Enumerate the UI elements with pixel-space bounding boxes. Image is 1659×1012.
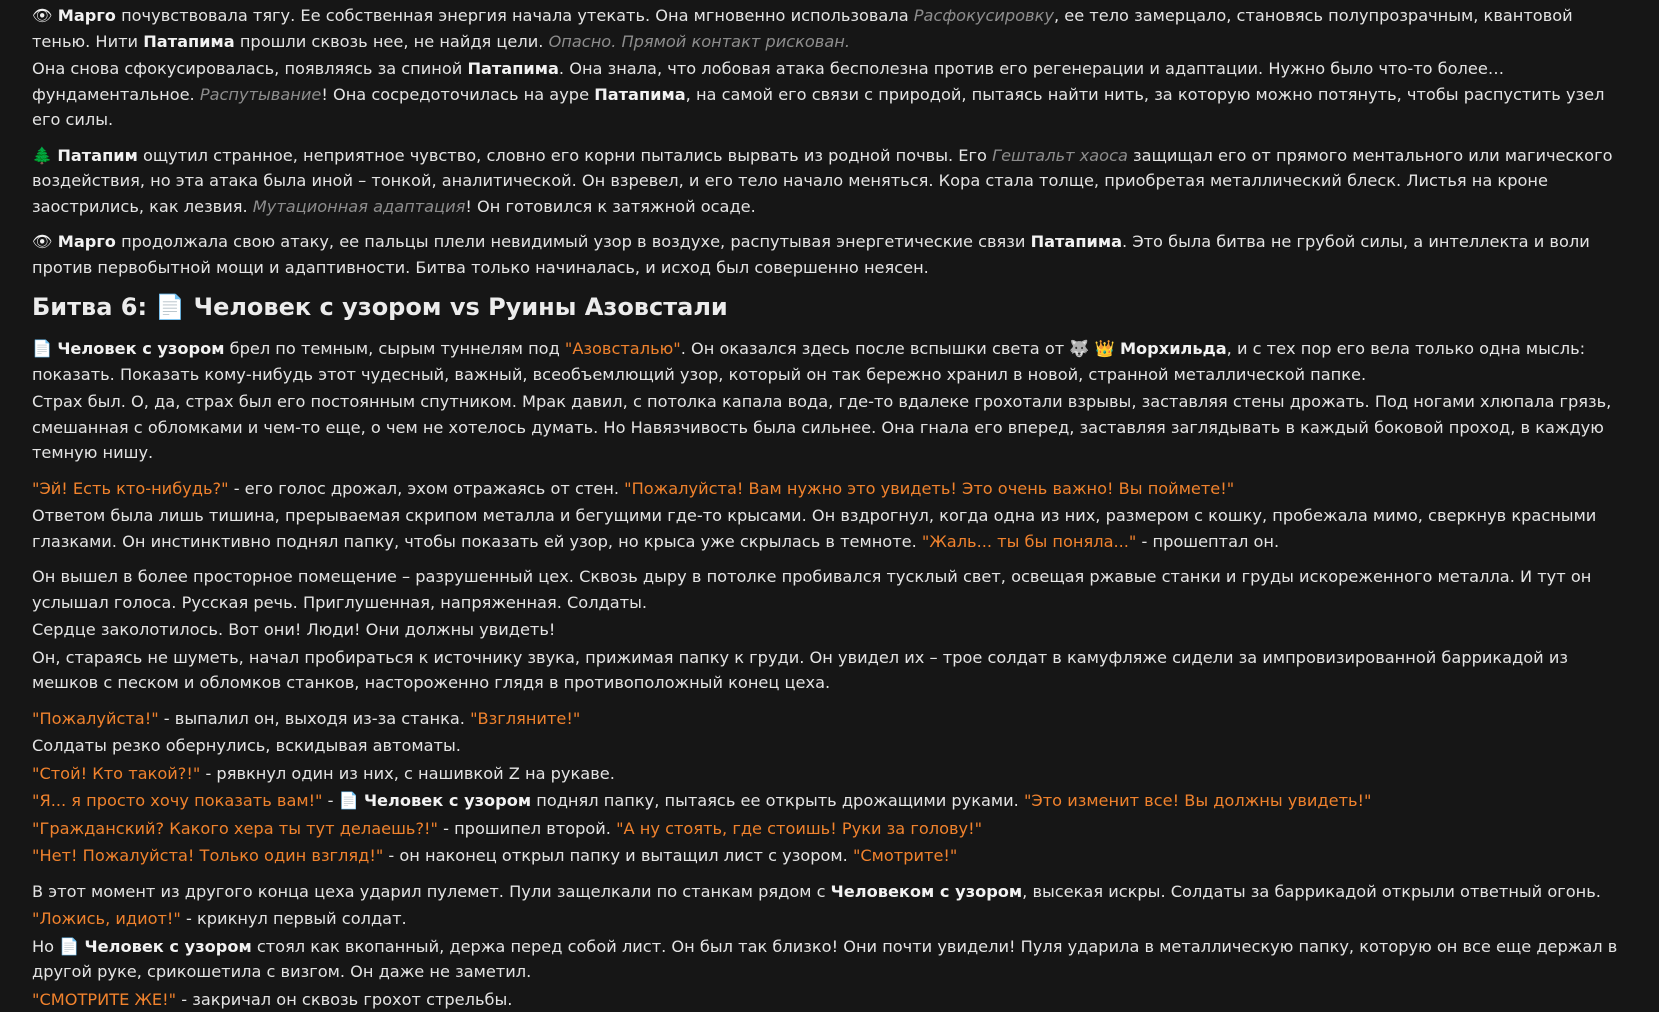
dialogue-quote: "Эй! Есть кто-нибудь?" xyxy=(32,479,229,498)
dialogue-quote: "Я... я просто хочу показать вам!" xyxy=(32,791,323,810)
paragraph-standing xyxy=(32,934,1628,985)
battle-title: Человек с узором vs Руины Азовстали xyxy=(185,293,727,321)
text: , ее тело замерцало, становясь полупрозрачным, квантовой тенью. Нити xyxy=(32,6,1573,51)
dialogue-quote: "Пожалуйста! Вам нужно это увидеть! Это очень важно! Вы поймете!" xyxy=(624,479,1234,498)
character-name: Человек с узором xyxy=(57,339,224,358)
paragraph-call-out xyxy=(32,476,1628,502)
text: - прошептал он. xyxy=(1136,532,1279,551)
text: В этот момент из другого конца цеха ударил пулемет. Пули защелкали по станкам рядом с xyxy=(32,882,831,901)
wolf-icon: 🐺 xyxy=(1069,336,1089,362)
dialogue-quote: "СМОТРИТЕ ЖЕ!" xyxy=(32,990,176,1009)
paragraph-dialogue xyxy=(32,816,1628,842)
paragraph-dialogue: Солдаты резко обернулись, вскидывая автоматы. xyxy=(32,733,1628,759)
tree-icon: 🌲 xyxy=(32,143,52,169)
dialogue-quote: "Жаль... ты бы поняла..." xyxy=(922,532,1137,551)
text: - он наконец открыл папку и вытащил лист с узором. xyxy=(383,846,853,865)
text: , и с тех пор его вела только одна мысль: показать. Показать кому-нибудь этот чудесный, важный, всеобъемлющий узор, который он так бережно хранил в новой, странной металлической папке. xyxy=(32,339,1585,384)
dialogue-quote: "Стой! Кто такой?!" xyxy=(32,764,200,783)
text: - xyxy=(323,791,339,810)
ability-name: Гештальт хаоса xyxy=(992,146,1128,165)
paragraph-dialogue xyxy=(32,906,1628,932)
character-name: Марго xyxy=(58,6,116,25)
text: прошли сквозь нее, не найдя цели. xyxy=(235,32,549,51)
dialogue-quote: "А ну стоять, где стоишь! Руки за голову!" xyxy=(616,819,982,838)
text: - закричал он сквозь грохот стрельбы. xyxy=(176,990,512,1009)
document-icon: 📄 xyxy=(339,788,359,814)
paragraph-margo-unravel xyxy=(32,56,1628,133)
character-name: Человек с узором xyxy=(85,937,252,956)
text: поднял папку, пытаясь ее открыть дрожащими руками. xyxy=(531,791,1024,810)
story-content xyxy=(32,3,1628,1012)
dialogue-quote: "Смотрите!" xyxy=(853,846,957,865)
text: . Он оказался здесь после вспышки света от xyxy=(681,339,1070,358)
character-name: Человеком с узором xyxy=(831,882,1022,901)
text: почувствовала тягу. Ее собственная энергия начала утекать. Она мгновенно использовала xyxy=(116,6,914,25)
ability-name: Распутывание xyxy=(200,85,321,104)
paragraph-dialogue xyxy=(32,788,1628,814)
text: , высекая искры. Солдаты за баррикадой открыли ответный огонь. xyxy=(1022,882,1601,901)
paragraph-rat xyxy=(32,503,1628,554)
text: Но xyxy=(32,937,59,956)
paragraph-dialogue xyxy=(32,706,1628,732)
character-name: Патапим xyxy=(57,146,138,165)
text: , на самой его связи с природой, пытаясь найти нить, за которую можно потянуть, чтобы распустить узел его силы. xyxy=(32,85,1604,130)
text: - выпалил он, выходя из-за станка. xyxy=(159,709,470,728)
paragraph-machinegun xyxy=(32,879,1628,905)
paragraph-dialogue xyxy=(32,843,1628,869)
eye-icon: 👁 xyxy=(32,229,53,255)
text: продолжала свою атаку, ее пальцы плели невидимый узор в воздухе, распутывая энергетические связи xyxy=(116,232,1031,251)
paragraph-intro xyxy=(32,336,1628,387)
dialogue-quote: "Нет! Пожалуйста! Только один взгляд!" xyxy=(32,846,383,865)
battle-number: Битва 6: xyxy=(32,293,155,321)
battle-heading xyxy=(32,290,1628,324)
character-name: Марго xyxy=(58,232,116,251)
text: Она снова сфокусировалась, появляясь за спиной xyxy=(32,59,467,78)
text: Ответом была лишь тишина, прерываемая скрипом металла и бегущими где-то крысами. Он вздрогнул, когда одна из них, размером с кошку, пробежала мимо, сверкнув красными глазками. Он инстинктивно поднял папку, чтобы показать ей узор, но крыса уже скрылась в темноте. xyxy=(32,506,1596,551)
character-name: Патапима xyxy=(467,59,558,78)
character-name: Патапима xyxy=(143,32,234,51)
text: стоял как вкопанный, держа перед собой лист. Он был так близко! Они почти увидели! Пуля ударила в металлическую папку, которую он все еще держал в другой руке, срикошетила с визгом. Он даже не заметил. xyxy=(32,937,1617,982)
text: - рявкнул один из них, с нашивкой Z на рукаве. xyxy=(200,764,615,783)
document-icon: 📄 xyxy=(32,336,52,362)
text: - его голос дрожал, эхом отражаясь от стен. xyxy=(229,479,625,498)
paragraph-heart: Сердце заколотилось. Вот они! Люди! Они должны увидеть! xyxy=(32,617,1628,643)
paragraph-dialogue xyxy=(32,761,1628,787)
text: - прошипел второй. xyxy=(438,819,616,838)
dialogue-quote: "Это изменит все! Вы должны увидеть!" xyxy=(1024,791,1372,810)
document-icon: 📄 xyxy=(59,934,79,960)
character-name: Патапима xyxy=(1031,232,1122,251)
paragraph-workshop: Он вышел в более просторное помещение – разрушенный цех. Сквозь дыру в потолке пробивался тусклый свет, освещая ржавые станки и груды искореженного металла. И тут он услышал голоса. Русская речь. Приглушенная, напряженная. Солдаты. xyxy=(32,564,1628,615)
text: брел по темным, сырым туннелям под xyxy=(224,339,564,358)
text: защищал его от прямого ментального или магического воздействия, но эта атака была иной – тонкой, аналитической. Он взревел, и его тело начало меняться. Кора стала толще, приобретая металлический блеск. Листья на кроне заострились, как лезвия. xyxy=(32,146,1613,216)
place-name: "Азовсталью" xyxy=(565,339,681,358)
text: - крикнул первый солдат. xyxy=(181,909,407,928)
paragraph-margo-continue xyxy=(32,229,1628,280)
paragraph-soldiers: Он, стараясь не шуметь, начал пробираться к источнику звука, прижимая папку к груди. Он увидел их – трое солдат в камуфляже сидели за импровизированной баррикадой из мешков с песком и обломков станков, настороженно глядя в противоположный конец цеха. xyxy=(32,645,1628,696)
text: . Это была битва не грубой силы, а интеллекта и воли против первобытной мощи и адаптивности. Битва только начиналась, и исход был совершенно неясен. xyxy=(32,232,1590,277)
ability-name: Мутационная адаптация xyxy=(253,197,466,216)
document-icon: 📄 xyxy=(155,290,185,324)
text: ! Он готовился к затяжной осаде. xyxy=(465,197,755,216)
dialogue-quote: "Взгляните!" xyxy=(470,709,580,728)
dialogue-quote: "Гражданский? Какого хера ты тут делаешь?!" xyxy=(32,819,438,838)
crown-icon: 👑 xyxy=(1095,336,1115,362)
character-name: Патапима xyxy=(594,85,685,104)
dialogue-quote: "Пожалуйста!" xyxy=(32,709,159,728)
eye-icon: 👁 xyxy=(32,3,53,29)
text: . Она знала, что лобовая атака бесполезна против его регенерации и адаптации. Нужно было что-то более… фундаментальное. xyxy=(32,59,1504,104)
text: ощутил странное, неприятное чувство, словно его корни пытались вырвать из родной почвы. Его xyxy=(138,146,992,165)
character-name: Человек с узором xyxy=(364,791,531,810)
inner-thought: Опасно. Прямой контакт рискован. xyxy=(549,32,850,51)
paragraph-dialogue xyxy=(32,987,1628,1012)
paragraph-patapim xyxy=(32,143,1628,220)
character-name: Морхильда xyxy=(1120,339,1227,358)
ability-name: Расфокусировку xyxy=(914,6,1054,25)
text: ! Она сосредоточилась на ауре xyxy=(321,85,594,104)
paragraph-fear: Страх был. О, да, страх был его постоянным спутником. Мрак давил, с потолка капала вода, где-то вдалеке грохотали взрывы, заставляя стены дрожать. Под ногами хлюпала грязь, смешанная с обломками и чем-то еще, о чем не хотелось думать. Но Навязчивость была сильнее. Она гнала его вперед, заставляя заглядывать в каждый боковой проход, в каждую темную нишу. xyxy=(32,389,1628,466)
dialogue-quote: "Ложись, идиот!" xyxy=(32,909,181,928)
paragraph-margo-defocus xyxy=(32,3,1628,54)
